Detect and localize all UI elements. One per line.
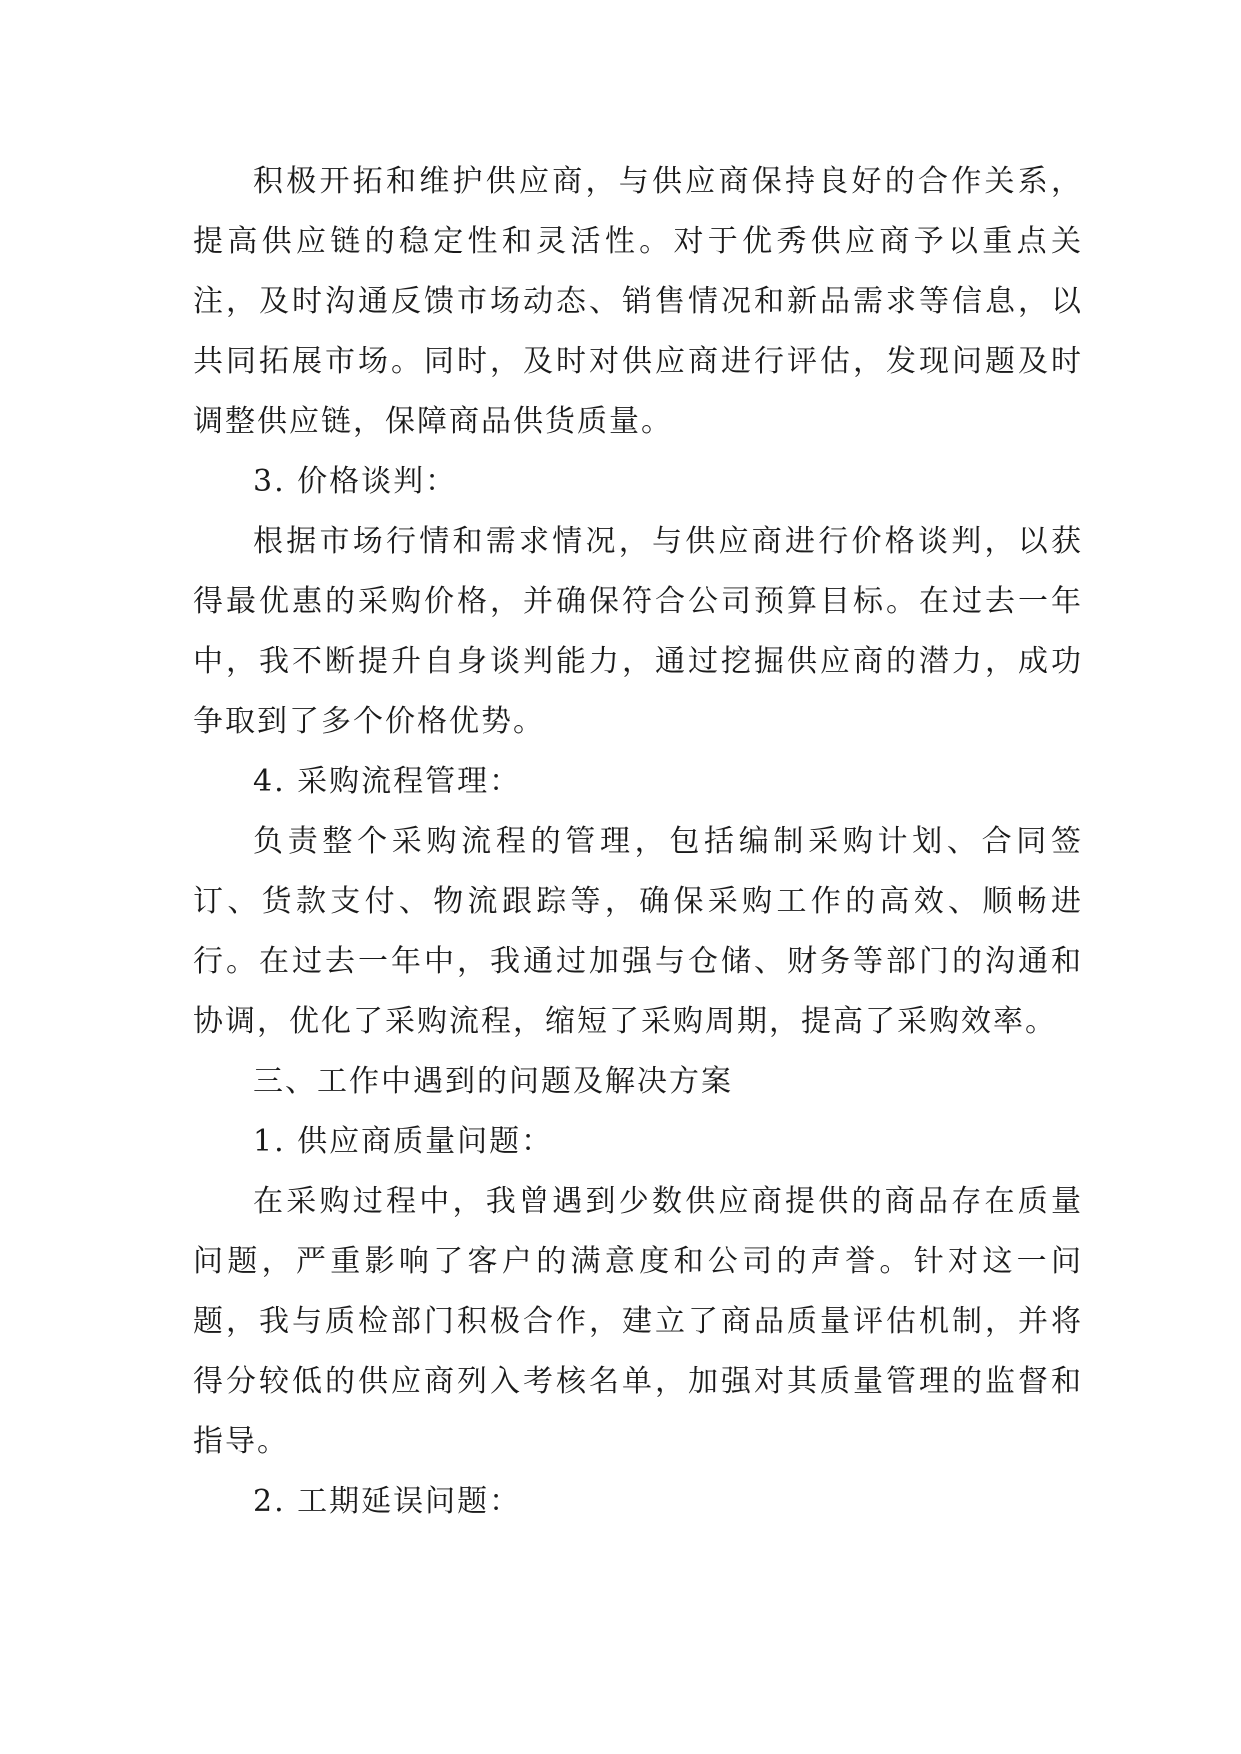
- section-heading-procurement-process: 4. 采购流程管理：: [253, 764, 522, 799]
- chapter-heading-problems-solutions: 三、工作中遇到的问题及解决方案: [253, 1064, 733, 1099]
- paragraph-price-negotiation: 根据市场行情和需求情况，与供应商进行价格谈判，以获得最优惠的采购价格，并确保符合公司预算目标。在过去一年中，我不断提升自身谈判能力，通过挖掘供应商的潜力，成功争取到了多个价格优势。: [193, 524, 1083, 739]
- section-heading-schedule-delay: 2. 工期延误问题：: [253, 1484, 522, 1519]
- paragraph-supplier-quality: 在采购过程中，我曾遇到少数供应商提供的商品存在质量问题，严重影响了客户的满意度和公司的声誉。针对这一问题，我与质检部门积极合作，建立了商品质量评估机制，并将得分较低的供应商列入考核名单，加强对其质量管理的监督和指导。: [193, 1184, 1083, 1459]
- paragraph-procurement-process: 负责整个采购流程的管理，包括编制采购计划、合同签订、货款支付、物流跟踪等，确保采购工作的高效、顺畅进行。在过去一年中，我通过加强与仓储、财务等部门的沟通和协调，优化了采购流程，缩短了采购周期，提高了采购效率。: [193, 824, 1083, 1039]
- section-heading-supplier-quality: 1. 供应商质量问题：: [253, 1124, 554, 1159]
- section-heading-price-negotiation: 3. 价格谈判：: [253, 464, 458, 499]
- paragraph-supplier-relations: 积极开拓和维护供应商，与供应商保持良好的合作关系，提高供应链的稳定性和灵活性。对于优秀供应商予以重点关注，及时沟通反馈市场动态、销售情况和新品需求等信息，以共同拓展市场。同时，及时对供应商进行评估，发现问题及时调整供应链，保障商品供货质量。: [193, 164, 1083, 439]
- document-body: [193, 152, 1083, 1532]
